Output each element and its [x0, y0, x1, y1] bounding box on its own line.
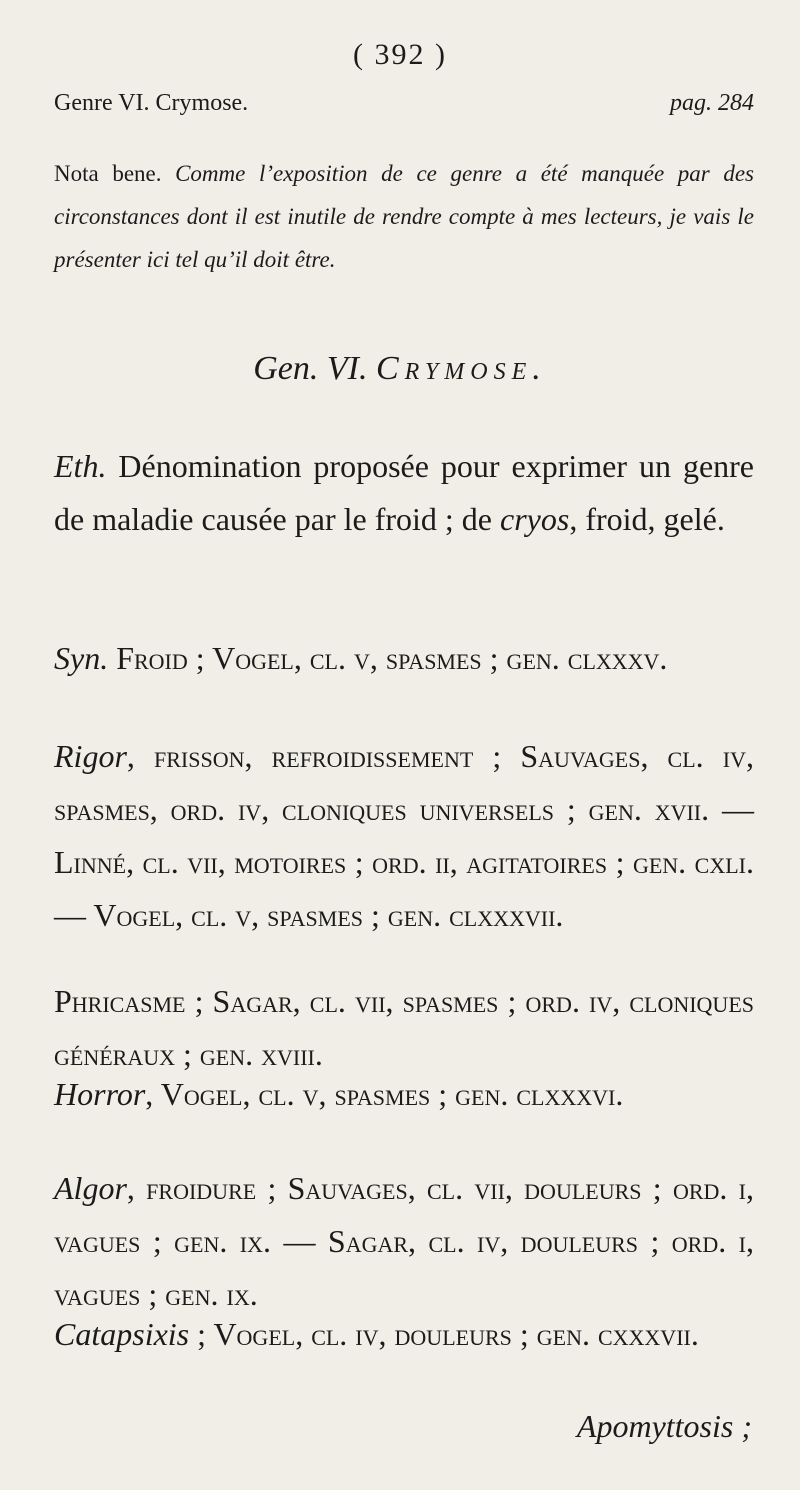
etymology-paragraph: [54, 440, 754, 546]
horror-text: , Vogel, cl. v, spasmes ; gen. clxxxvi.: [145, 1076, 624, 1112]
genus-name: Crymose.: [376, 350, 547, 387]
etymology-text-1: Dénomination proposée pour exprimer un genre de maladie causée par le froid ; de: [54, 448, 754, 537]
catchword: Apomyttosis ;: [576, 1408, 752, 1444]
phricasme-paragraph: [54, 975, 754, 1081]
horror-paragraph: [54, 1068, 754, 1121]
algor-text: , froidure ; Sauvages, cl. vii, douleurs ; ord. i, vagues ; gen. ix. — Sagar, cl. iv, douleurs ; ord. i, vagues ; gen. ix.: [54, 1170, 754, 1312]
nota-bene-paragraph: [54, 152, 754, 281]
algor-term: Algor: [54, 1170, 127, 1206]
nota-bene-text: Comme l’exposition de ce genre a été manquée par des circonstances dont il est inutile de rendre compte à mes lecteurs, je vais le présenter ici tel qu’il doit être.: [54, 161, 754, 272]
toc-page-ref: pag. 284: [670, 90, 754, 116]
nota-bene-label: Nota bene.: [54, 161, 162, 186]
synonym-paragraph: [54, 632, 754, 685]
genus-heading: [0, 350, 800, 388]
algor-paragraph: [54, 1162, 754, 1321]
toc-reference-line: [54, 90, 754, 124]
etymology-label: Eth.: [54, 448, 107, 484]
rigor-paragraph: [54, 730, 754, 942]
page-number: ( 392 ): [353, 38, 447, 71]
catapsixis-text: ; Vogel, cl. iv, douleurs ; gen. cxxxvii.: [189, 1316, 699, 1352]
synonym-text: Froid ; Vogel, cl. v, spasmes ; gen. clxxxv.: [108, 640, 668, 676]
etymology-term: cryos: [500, 501, 570, 537]
rigor-text: , frisson, refroidissement ; Sauvages, cl. iv, spasmes, ord. iv, cloniques universels ; gen. xvii. — Linné, cl. vii, motoires ; ord. ii, agitatoires ; gen. cxli. — Vogel, cl. v, spasmes ; gen. clxxxvii.: [54, 738, 754, 933]
etymology-text-2: , froid, gelé.: [569, 501, 725, 537]
rigor-term: Rigor: [54, 738, 127, 774]
toc-genre: Genre VI. Crymose.: [54, 90, 249, 116]
catapsixis-paragraph: [54, 1308, 754, 1361]
horror-term: Horror: [54, 1076, 146, 1112]
genus-number: Gen. VI.: [253, 350, 368, 387]
synonym-label: Syn.: [54, 640, 109, 676]
catapsixis-term: Catapsixis: [54, 1316, 190, 1352]
phricasme-text: Phricasme ; Sagar, cl. vii, spasmes ; ord. iv, cloniques généraux ; gen. xviii.: [54, 983, 754, 1072]
